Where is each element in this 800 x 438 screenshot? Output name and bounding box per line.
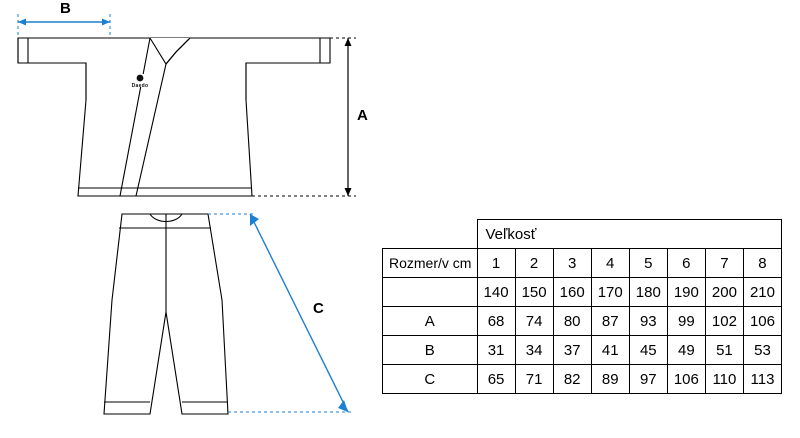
table-row-heights: [383, 278, 782, 307]
trousers-outline: [104, 214, 228, 414]
table-cell-c-1: 65: [477, 365, 515, 394]
dimension-arrow-c: [250, 214, 348, 412]
table-cell-b-2: 34: [515, 336, 553, 365]
table-cell-height-5: 180: [629, 278, 667, 307]
table-row: [383, 365, 782, 394]
table-cell-size-4: 4: [591, 249, 629, 278]
table-cell-c-3: 82: [553, 365, 591, 394]
table-cell-size-1: 1: [477, 249, 515, 278]
table-row-header-veľkost: [383, 220, 782, 249]
table-row-sizes: [383, 249, 782, 278]
dimension-label-a: A: [357, 107, 368, 124]
table-cell-size-3: 3: [553, 249, 591, 278]
dimension-extensions-c: [208, 214, 352, 412]
table-cell-c-4: 89: [591, 365, 629, 394]
dimension-arrow-a: [345, 38, 352, 196]
table-cell-height-8: 210: [743, 278, 781, 307]
table-cell-c-6: 106: [667, 365, 705, 394]
table-cell-a-1: 68: [477, 307, 515, 336]
table-row: [383, 307, 782, 336]
table-cell-c-2: 71: [515, 365, 553, 394]
table-cell-height-6: 190: [667, 278, 705, 307]
size-table: [382, 219, 782, 394]
table-cell-c-7: 110: [705, 365, 743, 394]
table-row-label-c: C: [383, 365, 478, 394]
table-cell-height-2: 150: [515, 278, 553, 307]
table-cell-a-3: 80: [553, 307, 591, 336]
svg-text:Daedo: Daedo: [131, 83, 149, 89]
table-header-rozmer: Rozmer/v cm: [383, 249, 478, 278]
table-row: [383, 336, 782, 365]
table-cell-size-2: 2: [515, 249, 553, 278]
table-cell-c-8: 113: [743, 365, 781, 394]
table-cell-b-8: 53: [743, 336, 781, 365]
dimension-arrow-b: [18, 19, 110, 26]
brand-logo: [128, 74, 152, 89]
table-cell-height-3: 160: [553, 278, 591, 307]
table-cell-a-5: 93: [629, 307, 667, 336]
jacket-outline: [18, 38, 330, 196]
table-cell-b-7: 51: [705, 336, 743, 365]
table-cell-size-7: 7: [705, 249, 743, 278]
table-cell-a-4: 87: [591, 307, 629, 336]
dimension-label-c: C: [313, 300, 324, 317]
table-cell-empty: [383, 220, 478, 249]
table-cell-b-1: 31: [477, 336, 515, 365]
table-cell-a-8: 106: [743, 307, 781, 336]
table-cell-a-6: 99: [667, 307, 705, 336]
table-cell-b-4: 41: [591, 336, 629, 365]
table-cell-empty-heights: [383, 278, 478, 307]
table-cell-height-1: 140: [477, 278, 515, 307]
table-cell-size-5: 5: [629, 249, 667, 278]
table-cell-height-4: 170: [591, 278, 629, 307]
table-cell-a-7: 102: [705, 307, 743, 336]
table-cell-b-5: 45: [629, 336, 667, 365]
table-header-veľkost: Veľkosť: [477, 220, 782, 249]
dimension-label-b: B: [60, 0, 71, 17]
table-cell-b-3: 37: [553, 336, 591, 365]
table-cell-a-2: 74: [515, 307, 553, 336]
table-cell-c-5: 97: [629, 365, 667, 394]
table-row-label-a: A: [383, 307, 478, 336]
table-cell-size-6: 6: [667, 249, 705, 278]
table-cell-size-8: 8: [743, 249, 781, 278]
table-cell-height-7: 200: [705, 278, 743, 307]
table-cell-b-6: 49: [667, 336, 705, 365]
table-row-label-b: B: [383, 336, 478, 365]
